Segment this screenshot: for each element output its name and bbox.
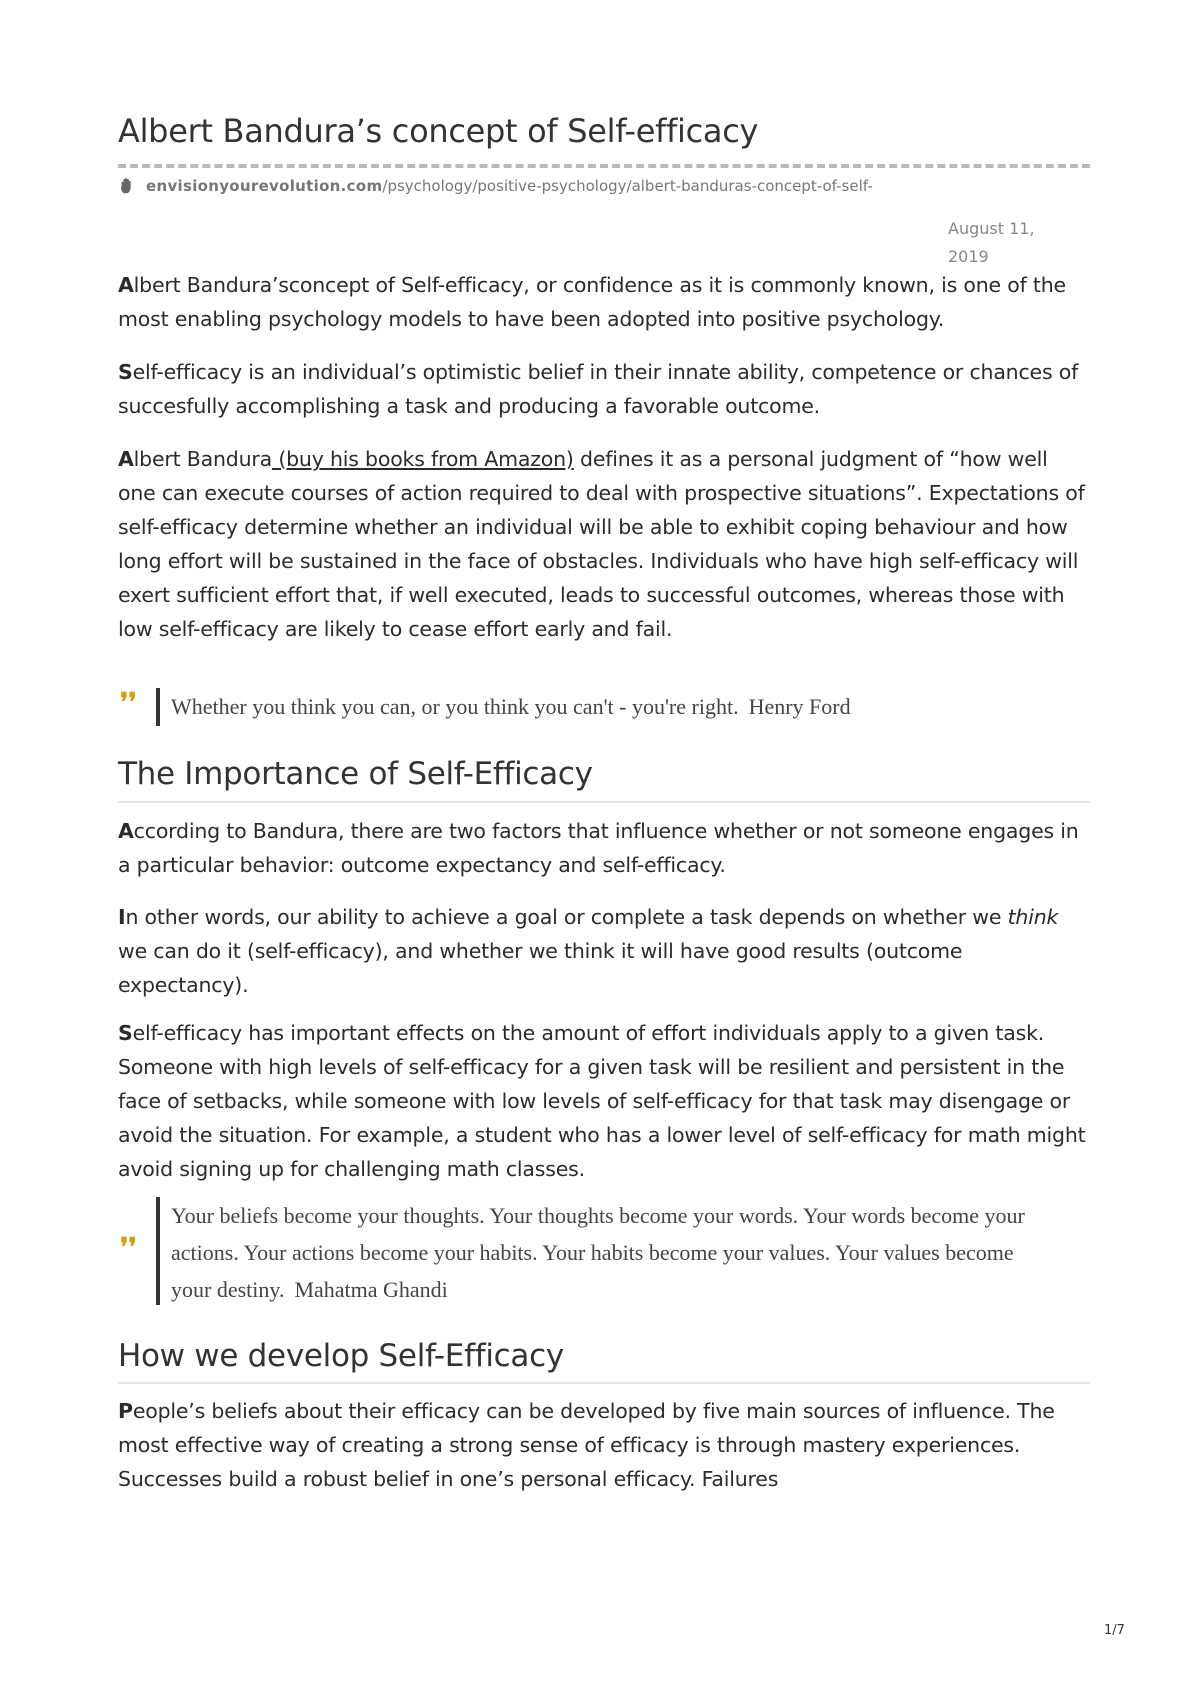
quote-text bbox=[171, 688, 1071, 725]
drop-letter: P bbox=[118, 1399, 133, 1423]
quote-icon: ❜❜ bbox=[120, 688, 137, 718]
source-domain: envisionyourevolution.com bbox=[146, 177, 383, 195]
paragraph-text: defines it as a personal judgment of “how well one can execute courses of action required to deal with prospective situations”. Expectations of self-efficacy determine whether an individual will be able to exhibit coping behaviour and how long effort will be sustained in the face of obstacles. Individuals who have high self-efficacy will exert sufficient effort that, if well executed, leads to successful outcomes, whereas those with low self-efficacy are likely to cease effort early and fail. bbox=[118, 447, 1085, 641]
paragraph-text: ccording to Bandura, there are two factors that influence whether or not someone engages in a particular behavior: outcome expectancy and self-efficacy. bbox=[118, 819, 1079, 877]
paragraph-2 bbox=[118, 355, 1090, 423]
quote-author: Mahatma Ghandi bbox=[294, 1277, 448, 1302]
drop-letter: A bbox=[118, 819, 134, 843]
drop-letter: I bbox=[118, 905, 126, 929]
quote-bar bbox=[156, 1197, 160, 1305]
hand-icon bbox=[118, 177, 136, 195]
quote-bar bbox=[156, 688, 160, 726]
publish-date: August 11, 2019 bbox=[948, 219, 1035, 266]
paragraph-text: elf-efficacy has important effects on the amount of effort individuals apply to a given task. Someone with high levels of self-efficacy for a given task will be resilient and persistent in the face of setbacks, while someone with low levels of self-efficacy for that task may disengage or avoid the situation. For example, a student who has a lower level of self-efficacy for math might avoid signing up for challenging math classes. bbox=[118, 1021, 1086, 1181]
drop-letter: A bbox=[118, 273, 134, 297]
paragraph-text: n other words, our ability to achieve a goal or complete a task depends on whether we bbox=[125, 905, 1008, 929]
title-divider bbox=[118, 164, 1090, 168]
paragraph-text: elf-efficacy is an individual’s optimistic belief in their innate ability, competence or chances of succesfully accomplishing a task and producing a favorable outcome. bbox=[118, 360, 1079, 418]
amazon-books-link[interactable]: (buy his books from Amazon) bbox=[272, 447, 574, 471]
paragraph-5 bbox=[118, 900, 1090, 1002]
heading-divider bbox=[118, 1382, 1090, 1384]
paragraph-7 bbox=[118, 1394, 1090, 1496]
paragraph-text: lbert Bandura’sconcept of Self-efficacy, or confidence as it is commonly known, is one of the most enabling psychology models to have been adopted into positive psychology. bbox=[118, 273, 1066, 331]
paragraph-text: lbert Bandura bbox=[133, 447, 272, 471]
quote-author: Henry Ford bbox=[748, 694, 851, 719]
source-path: /psychology/positive-psychology/albert-banduras-concept-of-self- bbox=[382, 177, 873, 195]
paragraph-3 bbox=[118, 442, 1090, 646]
quote-body: Your beliefs become your thoughts. Your thoughts become your words. Your words become your actions. Your actions become your habits. Your habits become your values. Your values become your destiny. bbox=[171, 1203, 1025, 1302]
quote-icon: ❜❜ bbox=[120, 1233, 137, 1263]
quote-body: Whether you think you can, or you think you can't - you're right. bbox=[171, 694, 739, 719]
drop-letter: S bbox=[118, 1021, 133, 1045]
emphasis-text: think bbox=[1007, 905, 1059, 929]
paragraph-1 bbox=[118, 268, 1090, 336]
paragraph-4 bbox=[118, 814, 1090, 882]
drop-letter: S bbox=[118, 360, 133, 384]
section-heading-develop: How we develop Self-Efficacy bbox=[118, 1338, 564, 1374]
paragraph-text: we can do it (self-efficacy), and whether we think it will have good results (outcome expectancy). bbox=[118, 939, 963, 997]
blockquote-2 bbox=[118, 1197, 1090, 1307]
section-heading-importance: The Importance of Self-Efficacy bbox=[118, 756, 593, 792]
blockquote-1 bbox=[118, 688, 1090, 728]
page-number: 1/7 bbox=[1104, 1623, 1125, 1638]
heading-divider bbox=[118, 801, 1090, 803]
paragraph-text: eople’s beliefs about their efficacy can be developed by five main sources of influence. The most effective way of creating a strong sense of efficacy is through mastery experiences. Successes build a robust belief in one’s personal efficacy. Failures bbox=[118, 1399, 1055, 1491]
paragraph-6 bbox=[118, 1016, 1090, 1186]
drop-letter: A bbox=[118, 447, 134, 471]
quote-text bbox=[171, 1197, 1051, 1308]
page-title: Albert Bandura’s concept of Self-efficacy bbox=[118, 112, 759, 150]
source-url[interactable] bbox=[118, 177, 873, 195]
